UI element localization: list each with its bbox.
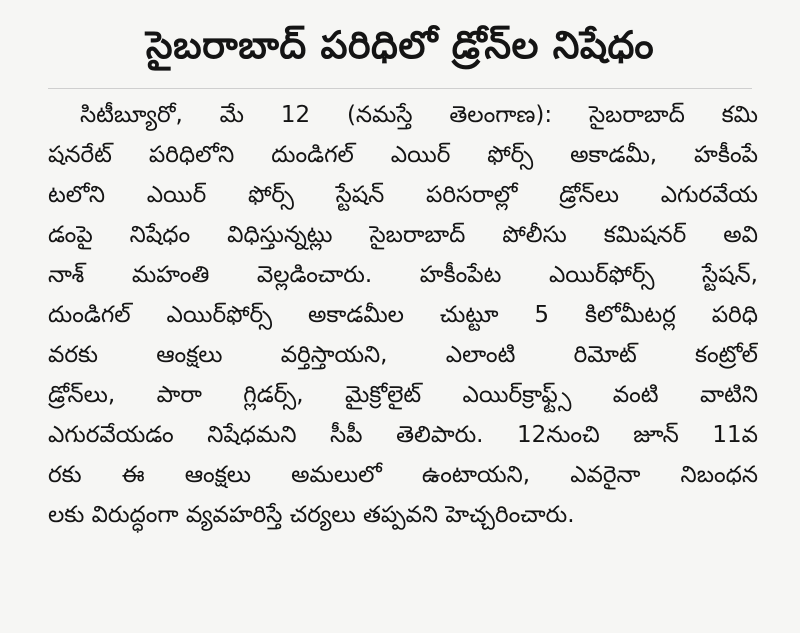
article-line: సిటీబ్యూరో, మే 12 (నమస్తే తెలంగాణ): సైబరాబాద్ కమి [80, 102, 758, 128]
next-article-fragment [100, 619, 700, 633]
article-line: వరకు ఆంక్షలు వర్తిస్తాయని, ఎలాంటి రిమోట్ కంట్రోల్ [48, 342, 758, 368]
article-line: టలోని ఎయిర్ ఫోర్స్ స్టేషన్ పరిసరాల్లో డ్రోన్‌లు ఎగురవేయ [48, 182, 758, 208]
article-line: షనరేట్ పరిధిలోని దుండిగల్ ఎయిర్ ఫోర్స్ అకాడమీ, హకీంపే [48, 142, 758, 168]
article-line: లకు విరుద్ధంగా వ్యవహరిస్తే చర్యలు తప్పవని హెచ్చరించారు. [48, 502, 575, 528]
article-line: రకు ఈ ఆంక్షలు అమలులో ఉంటాయని, ఎవరైనా నిబంధన [48, 462, 758, 488]
article-line: ఎగురవేయడం నిషేధమని సీపీ తెలిపారు. 12నుంచి జూన్ 11వ [48, 422, 758, 448]
article-line: దుండిగల్ ఎయిర్‌ఫోర్స్ అకాడమీల చుట్టూ 5 కిలోమీటర్ల పరిధి [48, 302, 758, 328]
article-headline: సైబరాబాద్ పరిధిలో డ్రోన్‌ల నిషేధం [145, 23, 655, 67]
article-body [48, 95, 758, 535]
previous-article-fragment [150, 0, 650, 9]
headline-divider [48, 88, 752, 89]
article-line: నాశ్ మహంతి వెల్లడించారు. హకీంపేట ఎయిర్‌ఫోర్స్ స్టేషన్, [48, 262, 758, 288]
article-line: డంపై నిషేధం విధిస్తున్నట్లు సైబరాబాద్ పోలీసు కమిషనర్ అవి [48, 222, 758, 248]
article-line: డ్రోన్‌లు, పారా గ్లిడర్స్, మైక్రోలైట్ ఎయిర్‌క్రాఫ్ట్స్ వంటి వాటిని [48, 382, 758, 408]
